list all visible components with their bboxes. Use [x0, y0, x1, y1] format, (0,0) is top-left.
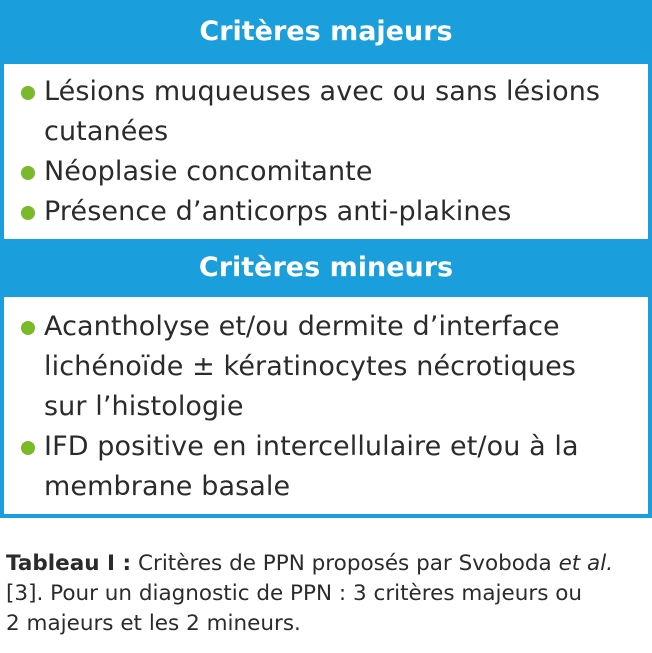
bullet-icon	[21, 86, 35, 100]
minor-criteria-header: Critères mineurs	[198, 252, 454, 283]
item-line: Acantholyse et/ou dermite d’interface	[44, 311, 560, 342]
item-line: Lésions muqueuses avec ou sans lésions	[44, 76, 601, 107]
caption-line-2: [3]. Pour un diagnostic de PPN : 3 critères majeurs ou	[6, 581, 583, 606]
bullet-icon	[21, 206, 35, 220]
caption-text: Critères de PPN proposés par Svoboda	[131, 551, 559, 576]
item-line: sur l’histologie	[44, 391, 244, 422]
item-line: membrane basale	[44, 471, 291, 502]
list-item	[4, 72, 648, 152]
minor-criteria-panel	[4, 297, 648, 514]
item-line: lichénoïde ± kératinocytes nécrotiques	[44, 351, 576, 382]
major-criteria-panel	[4, 64, 648, 239]
table-caption	[6, 549, 652, 639]
major-criteria-header: Critères majeurs	[199, 16, 453, 47]
caption-line-3: 2 majeurs et les 2 mineurs.	[6, 611, 301, 636]
item-line: Présence d’anticorps anti-plakines	[44, 196, 512, 227]
list-item	[4, 192, 648, 232]
list-item	[4, 307, 648, 427]
bullet-icon	[21, 441, 35, 455]
item-line: Néoplasie concomitante	[44, 156, 373, 187]
major-criteria-list	[4, 64, 648, 232]
minor-criteria-list	[4, 297, 648, 507]
caption-et-al: et al.	[558, 551, 614, 576]
bullet-icon	[21, 166, 35, 180]
bullet-icon	[21, 321, 35, 335]
caption-label: Tableau I :	[6, 551, 132, 576]
list-item	[4, 427, 648, 507]
item-line: IFD positive en intercellulaire et/ou à la	[44, 431, 579, 462]
list-item	[4, 152, 648, 192]
item-line: cutanées	[44, 116, 169, 147]
